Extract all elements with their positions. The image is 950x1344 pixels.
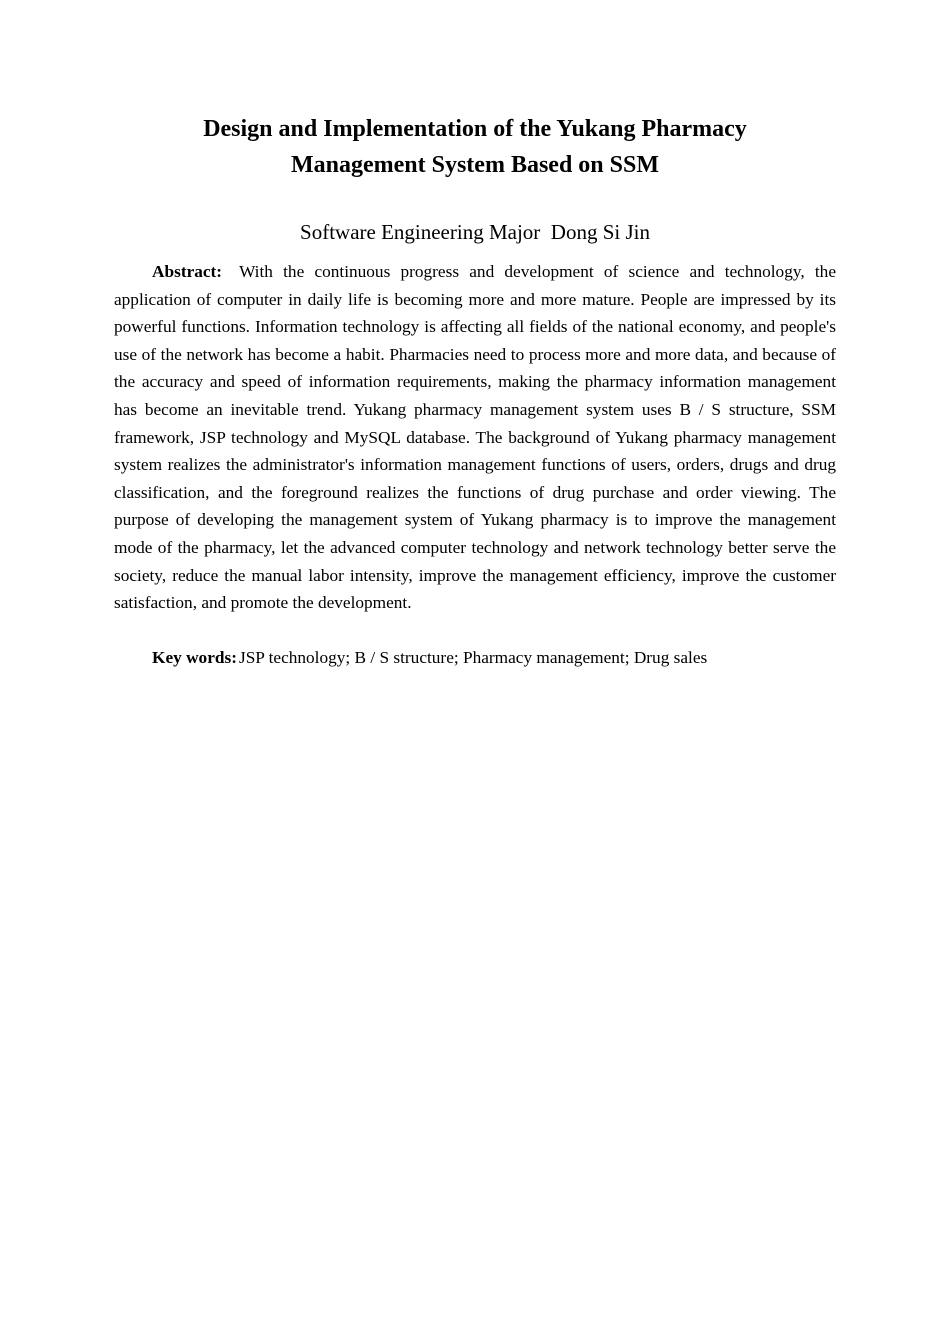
keywords-text: JSP technology; B / S structure; Pharmacy management; Drug sales [238,648,708,667]
abstract-paragraph [114,258,836,617]
paper-title-line-1: Design and Implementation of the Yukang Pharmacy [203,116,747,142]
paper-title-line-2: Management System Based on SSM [290,152,659,178]
abstract-text: With the continuous progress and development of science and technology, the application of computer in daily life is becoming more and more mature. People are impressed by its powerful functions. Information technology is affecting all fields of the national economy, and people's use of the network has become a habit. Pharmacies need to process more and more data, and because of the accuracy and speed of information requirements, making the pharmacy information management has become an inevitable trend. Yukang pharmacy management system uses B / S structure, SSM framework, JSP technology and MySQL database. The background of Yukang pharmacy management system realizes the administrator's information management functions of users, orders, drugs and drug classification, and the foreground realizes the functions of drug purchase and order viewing. The purpose of developing the management system of Yukang pharmacy is to improve the management mode of the pharmacy, let the advanced computer technology and network technology better serve the society, reduce the manual labor intensity, improve the management efficiency, improve the customer satisfaction, and promote the development. [114,262,836,613]
keywords-label: Key words: [152,648,237,667]
keywords-paragraph [114,644,836,672]
abstract-label: Abstract: [152,262,223,281]
paper-title [100,111,850,183]
author-line: Software Engineering Major Dong Si Jin [300,220,650,244]
